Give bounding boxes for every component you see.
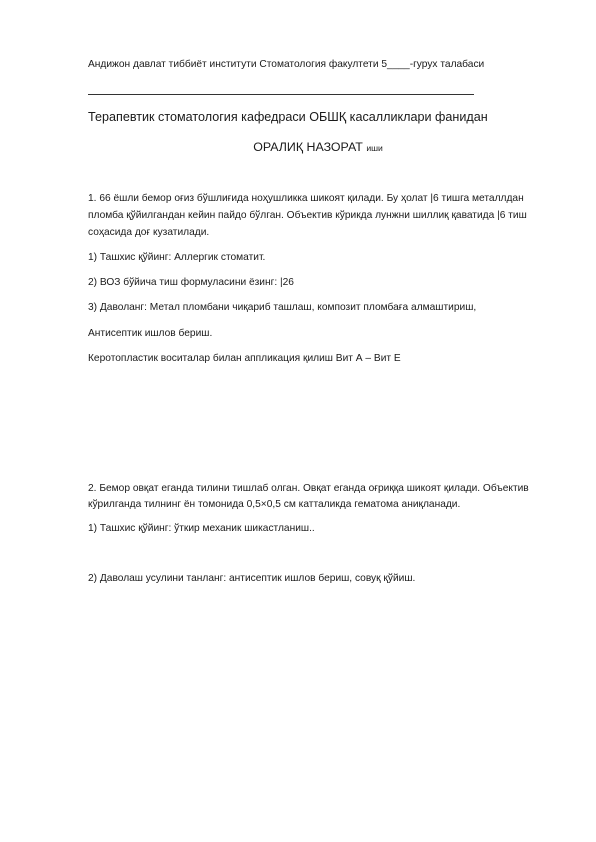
page-title: [0, 140, 596, 154]
institution-line: Андижон давлат тиббиёт институти Стоматология факултети 5____-гурух талабаси: [88, 59, 485, 70]
task2-answer-treatment: 2) Даволаш усулини танланг: антисептик ишлов бериш, совуқ қўйиш.: [88, 573, 416, 584]
task2-answer-diagnosis: 1) Ташхис қўйинг: ўткир механик шикастланиш..: [88, 523, 315, 534]
task1-answer-treatment-cont: Антисептик ишлов бериш.: [88, 328, 213, 339]
title-suffix: иши: [366, 143, 383, 153]
title-main: ОРАЛИҚ НАЗОРАТ: [253, 140, 363, 154]
task2-text-line2: кўрилганда тилнинг ён томонида 0,5×0,5 см катталикда гематома аниқланади.: [88, 499, 461, 510]
task1-text-line2: пломба қўйилгандан кейин пайдо бўлган. Объектив кўрикда лунжни шиллиқ қаватида |6 тиш: [88, 210, 527, 221]
task2-text-line1: 2. Бемор овқат еганда тилини тишлаб олган. Овқат еганда оғриққа шикоят қилади. Объектив: [88, 483, 529, 494]
task1-answer-treatment: 3) Даволанг: Метал пломбани чиқариб ташлаш, композит пломбаға алмаштириш,: [88, 302, 477, 313]
task1-answer-diagnosis: 1) Ташхис қўйинг: Аллергик стоматит.: [88, 252, 266, 263]
subject-line: Терапевтик стоматология кафедраси ОБШҚ касалликлари фанидан: [88, 110, 488, 124]
task1-answer-formula: 2) ВОЗ бўйича тиш формуласини ёзинг: |26: [88, 277, 294, 288]
task1-text-line1: 1. 66 ёшли бемор оғиз бўшлиғида ноҳушликка шикоят қилади. Бу ҳолат |6 тишга металлдан: [88, 193, 524, 204]
task1-answer-application: Керотопластик воситалар билан аппликация қилиш Вит А – Вит Е: [88, 353, 401, 364]
signature-rule: [88, 94, 474, 95]
task1-text-line3: соҳасида доғ кузатилади.: [88, 227, 210, 238]
